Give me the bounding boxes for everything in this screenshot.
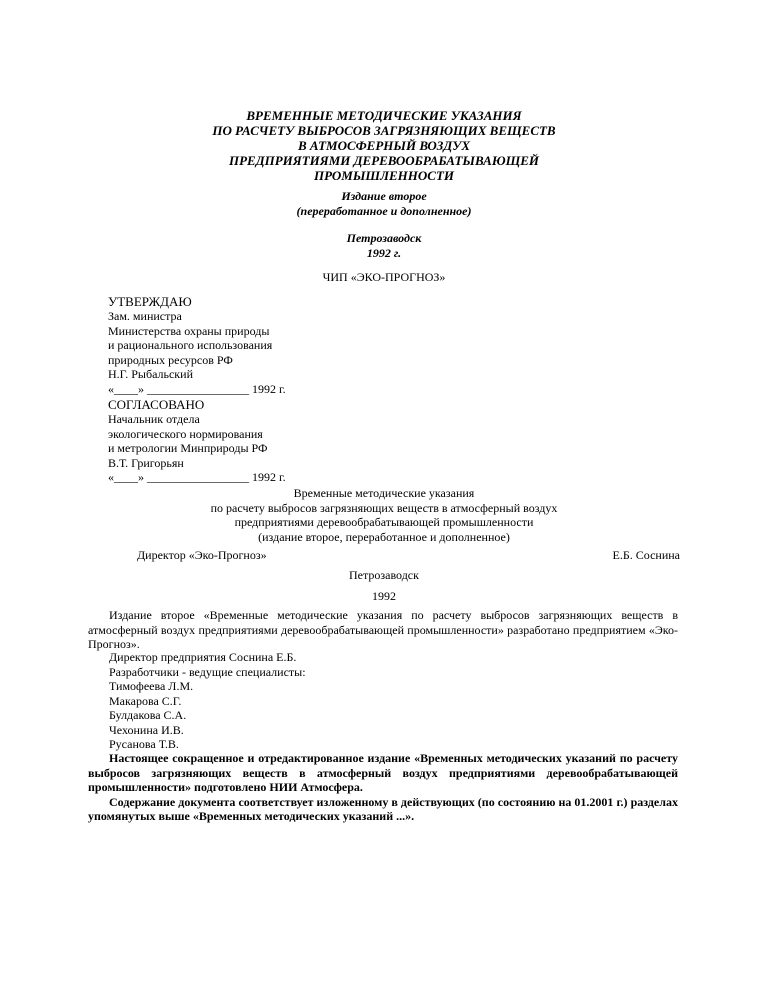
title-line: В АТМОСФЕРНЫЙ ВОЗДУХ xyxy=(297,138,471,153)
year: 1992 г. xyxy=(366,246,402,260)
title-line: ПРОМЫШЛЕННОСТИ xyxy=(314,168,454,183)
agreement-block xyxy=(108,397,286,485)
title-line: ПРЕДПРИЯТИЯМИ ДЕРЕВООБРАБАТЫВАЮЩЕЙ xyxy=(228,153,539,168)
staff-line: Русанова Т.В. xyxy=(109,737,179,751)
agreement-line: «____» _________________ 1992 г. xyxy=(108,470,286,484)
subtitle-line: Временные методические указания xyxy=(293,486,475,500)
approval-block xyxy=(108,294,286,396)
staff-line: Макарова С.Г. xyxy=(109,693,182,708)
intro-paragraph-block xyxy=(88,608,678,652)
title-line: ПО РАСЧЕТУ ВЫБРОСОВ ЗАГРЯЗНЯЮЩИХ ВЕЩЕСТВ xyxy=(212,123,556,138)
approval-line: и рационального использования xyxy=(108,338,273,352)
approval-line: «____» _________________ 1992 г. xyxy=(108,381,286,396)
director-signature xyxy=(137,548,680,563)
subtitle-line: предприятиями деревообрабатывающей промышленности xyxy=(234,515,534,529)
agreement-heading: СОГЛАСОВАНО xyxy=(108,397,205,412)
edition-line: Издание второе xyxy=(341,189,427,203)
final-paragraph: Настоящее сокращенное и отредактированное издание «Временных методических указаний по расчету выбросов загрязняющих веществ в атмосферный воздух предприятиями деревообрабатывающей промышленности» подготовлено НИИ Атмосфера. xyxy=(88,751,678,794)
edition-note xyxy=(0,189,768,219)
city: Петрозаводск xyxy=(346,231,422,245)
agreement-line: и метрологии Минприроды РФ xyxy=(108,441,268,455)
document-title xyxy=(0,108,768,183)
staff-list xyxy=(109,650,306,752)
subtitle-line: по расчету выбросов загрязняющих веществ в атмосферный воздух xyxy=(210,500,558,515)
document-subtitle xyxy=(0,486,768,544)
staff-line: Тимофеева Л.М. xyxy=(109,679,194,693)
approval-line: природных ресурсов РФ xyxy=(108,352,233,367)
subtitle-line: (издание второе, переработанное и дополненное) xyxy=(258,529,510,544)
organization: ЧИП «ЭКО-ПРОГНОЗ» xyxy=(322,270,446,284)
director-name: Е.Б. Соснина xyxy=(612,548,680,562)
publication-year: 1992 xyxy=(372,589,396,603)
city-year xyxy=(0,231,768,261)
edition-line: (переработанное и дополненное) xyxy=(296,204,472,218)
publication-place: Петрозаводск xyxy=(349,568,419,582)
final-paragraph: Содержание документа соответствует изложенному в действующих (по состоянию на 01.2001 г.) разделах упомянутых выше «Временных методических указаний ...». xyxy=(88,794,678,823)
title-line: ВРЕМЕННЫЕ МЕТОДИЧЕСКИЕ УКАЗАНИЯ xyxy=(246,108,522,123)
agreement-line: В.Т. Григорьян xyxy=(108,455,184,470)
approval-heading: УТВЕРЖДАЮ xyxy=(108,294,192,309)
agreement-line: экологического нормирования xyxy=(108,426,263,441)
approval-line: Н.Г. Рыбальский xyxy=(108,367,193,381)
director-position: Директор «Эко-Прогноз» xyxy=(137,548,267,562)
staff-line: Булдакова С.А. xyxy=(109,708,187,722)
agreement-line: Начальник отдела xyxy=(108,412,200,426)
final-notes xyxy=(88,751,678,824)
intro-paragraph: Издание второе «Временные методические указания по расчету выбросов загрязняющих веществ в атмосферный воздух предприятиями деревообрабатывающей промышленности» разработано предприятием «Эко-Прогноз». xyxy=(88,608,678,651)
staff-line: Чехонина И.В. xyxy=(109,722,184,737)
staff-line: Директор предприятия Соснина Е.Б. xyxy=(109,650,297,664)
approval-line: Министерства охраны природы xyxy=(108,323,270,338)
staff-line: Разработчики - ведущие специалисты: xyxy=(109,664,306,679)
approval-line: Зам. министра xyxy=(108,309,182,323)
